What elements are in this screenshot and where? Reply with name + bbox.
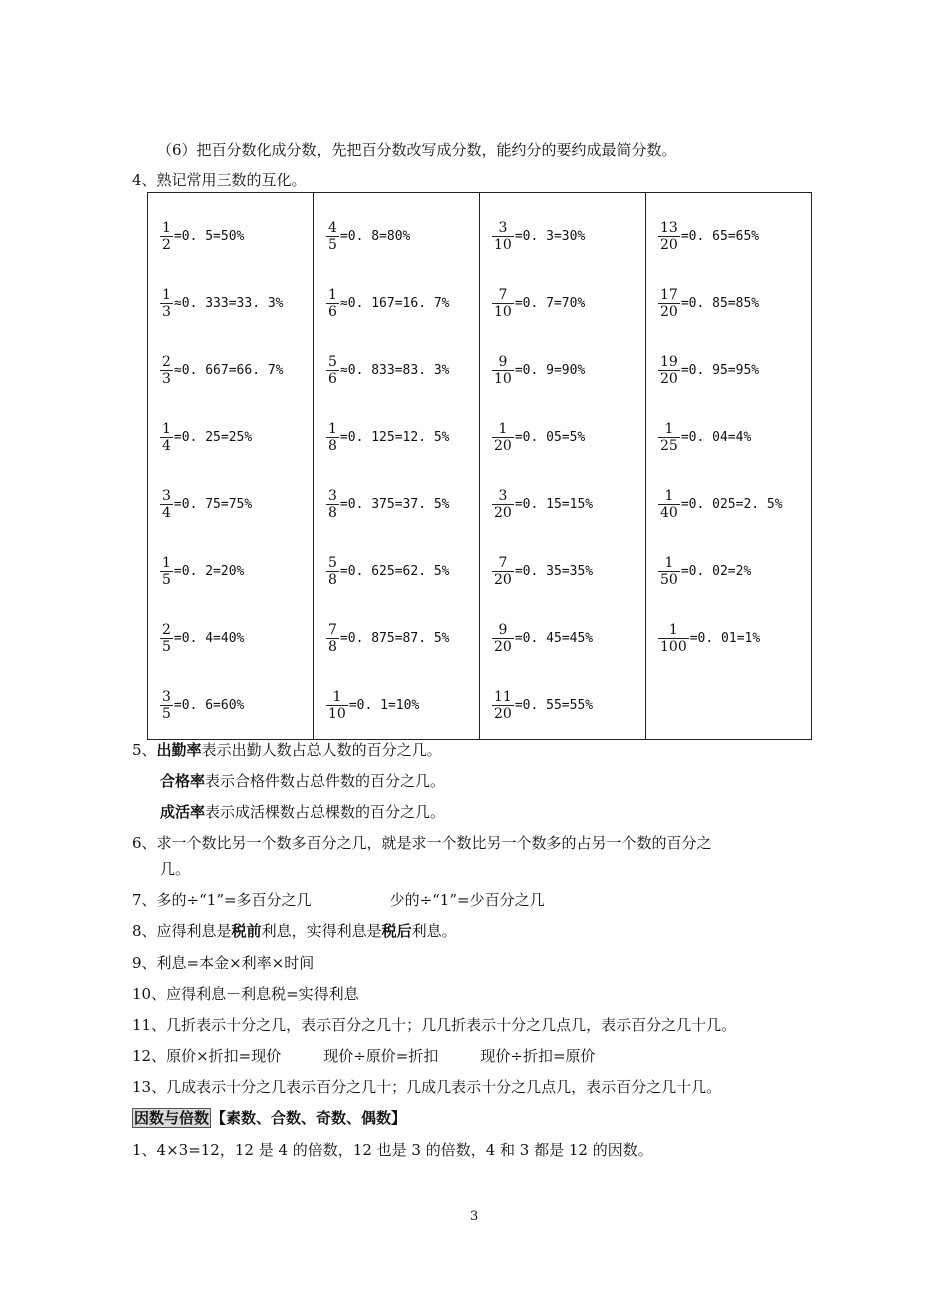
fraction <box>326 622 339 655</box>
fraction <box>326 354 339 387</box>
item-6-line-2: 几。 <box>160 860 191 878</box>
fraction <box>160 488 173 521</box>
fraction-entry <box>160 471 313 538</box>
numerator: 5 <box>328 555 337 571</box>
page-number: 3 <box>470 1209 479 1224</box>
fraction <box>160 354 173 387</box>
fraction <box>492 622 514 655</box>
intro-line-4: 4、熟记常用三数的互化。 <box>132 171 307 189</box>
denominator: 6 <box>328 304 337 320</box>
numerator: 4 <box>328 220 337 236</box>
fraction <box>160 555 173 588</box>
item-13: 13、几成表示十分之几表示百分之几十；几成几表示十分之几点几，表示百分之几十几。 <box>132 1078 722 1096</box>
numerator: 7 <box>328 622 337 638</box>
fraction-entry <box>326 270 479 337</box>
fraction <box>160 689 173 722</box>
denominator: 20 <box>660 237 678 253</box>
denominator: 3 <box>162 371 171 387</box>
numerator: 7 <box>498 555 508 571</box>
denominator: 10 <box>494 371 512 387</box>
numerator: 11 <box>494 689 512 705</box>
numerator: 3 <box>162 488 171 504</box>
fraction-entry <box>658 605 811 672</box>
conversion-value: =0. 95=95% <box>680 363 760 378</box>
fraction <box>160 622 173 655</box>
conversion-value: =0. 04=4% <box>680 430 752 445</box>
fraction <box>658 488 680 521</box>
fraction <box>492 220 514 253</box>
conversion-value: =0. 55=55% <box>514 698 594 713</box>
fraction <box>492 354 514 387</box>
denominator: 20 <box>660 304 678 320</box>
fraction-entry <box>658 270 811 337</box>
numerator: 7 <box>498 287 508 303</box>
numerator: 3 <box>328 488 337 504</box>
fraction <box>326 220 339 253</box>
conversion-value: =0. 2=20% <box>173 564 245 579</box>
conversion-value: =0. 4=40% <box>173 631 245 646</box>
denominator: 8 <box>328 639 337 655</box>
fraction-entry <box>326 672 479 739</box>
item-5c-text: 表示成活棵数占总棵数的百分之几。 <box>205 803 446 821</box>
fraction-entry <box>326 203 479 270</box>
fraction-entry <box>658 203 811 270</box>
fraction-entry <box>492 471 645 538</box>
item-7-right: 少的÷“1”=少百分之几 <box>389 891 545 909</box>
item-10: 10、应得利息－利息税=实得利息 <box>132 985 359 1003</box>
conversion-value: ≈0. 667=66. 7% <box>173 363 284 378</box>
table-column-2 <box>314 193 480 740</box>
intro-line-6: （6）把百分数化成分数，先把百分数改写成分数，能约分的要约成最简分数。 <box>157 141 677 159</box>
numerator: 2 <box>162 622 171 638</box>
conversion-value: =0. 6=60% <box>173 698 245 713</box>
conversion-value: =0. 625=62. 5% <box>339 564 450 579</box>
item-8-bold-aftertax: 税后 <box>381 922 412 940</box>
fraction-entry <box>160 337 313 404</box>
fraction-entry <box>492 404 645 471</box>
denominator: 50 <box>660 572 678 588</box>
denominator: 5 <box>162 706 171 722</box>
item-12 <box>132 1046 596 1066</box>
fraction-entry <box>160 672 313 739</box>
conversion-value: =0. 125=12. 5% <box>339 430 450 445</box>
numerator: 1 <box>162 555 171 571</box>
conversion-value: =0. 875=87. 5% <box>339 631 450 646</box>
item-8-text-a: 8、应得利息是 <box>132 922 232 940</box>
numerator: 17 <box>660 287 678 303</box>
item-8 <box>132 921 457 941</box>
section-subtitle: 【素数、合数、奇数、偶数】 <box>211 1109 407 1127</box>
conversion-value: =0. 8=80% <box>339 229 411 244</box>
denominator: 20 <box>494 438 512 454</box>
fraction <box>658 354 680 387</box>
conversion-value: =0. 15=15% <box>514 497 594 512</box>
numerator: 1 <box>668 622 678 638</box>
denominator: 25 <box>660 438 678 454</box>
table-column-1 <box>148 193 314 740</box>
numerator: 1 <box>328 287 337 303</box>
conversion-value: =0. 375=37. 5% <box>339 497 450 512</box>
item-5b <box>160 771 445 791</box>
conversion-value: =0. 35=35% <box>514 564 594 579</box>
conversion-value: ≈0. 167=16. 7% <box>339 296 450 311</box>
fraction <box>492 689 514 722</box>
item-5b-term: 合格率 <box>160 772 206 790</box>
fraction-entry <box>160 538 313 605</box>
fraction <box>658 555 680 588</box>
fraction-entry <box>160 605 313 672</box>
item-7-left: 7、多的÷“1”=多百分之几 <box>132 891 312 909</box>
denominator: 8 <box>328 505 337 521</box>
fraction-entry <box>326 471 479 538</box>
denominator: 5 <box>162 639 171 655</box>
numerator: 1 <box>664 421 674 437</box>
numerator: 5 <box>328 354 337 370</box>
fraction-entry <box>326 538 479 605</box>
item-6-line-1: 6、求一个数比另一个数多百分之几，就是求一个数比另一个数多的占另一个数的百分之 <box>132 834 712 852</box>
denominator: 8 <box>328 438 337 454</box>
conversion-value: =0. 9=90% <box>514 363 586 378</box>
conversion-value: =0. 5=50% <box>173 229 245 244</box>
denominator: 3 <box>162 304 171 320</box>
item-8-bold-pretax: 税前 <box>231 922 262 940</box>
fraction-entry <box>160 203 313 270</box>
item-8-text-e: 利息。 <box>411 922 457 940</box>
item-5c-term: 成活率 <box>160 803 206 821</box>
fraction-entry <box>492 538 645 605</box>
denominator: 20 <box>660 371 678 387</box>
numerator: 2 <box>162 354 171 370</box>
numerator: 9 <box>498 622 508 638</box>
numerator: 1 <box>162 220 171 236</box>
conversion-value: ≈0. 833=83. 3% <box>339 363 450 378</box>
item-5c <box>160 802 445 822</box>
fraction <box>160 287 173 320</box>
fraction-entry <box>326 337 479 404</box>
numerator: 9 <box>498 354 508 370</box>
denominator: 20 <box>494 505 512 521</box>
fraction-entry <box>326 404 479 471</box>
fraction <box>658 421 680 454</box>
denominator: 20 <box>494 706 512 722</box>
item-9: 9、利息=本金×利率×时间 <box>132 954 315 972</box>
conversion-value: =0. 75=75% <box>173 497 253 512</box>
fraction <box>658 287 680 320</box>
conversion-value: =0. 02=2% <box>680 564 752 579</box>
numerator: 3 <box>498 220 508 236</box>
item-12-a: 12、原价×折扣=现价 <box>132 1047 282 1065</box>
fraction-entry <box>326 605 479 672</box>
conversion-value: =0. 85=85% <box>680 296 760 311</box>
numerator: 1 <box>332 689 342 705</box>
conversion-value: ≈0. 333=33. 3% <box>173 296 284 311</box>
fraction-entry <box>492 337 645 404</box>
denominator: 20 <box>494 572 512 588</box>
conversion-value: =0. 25=25% <box>173 430 253 445</box>
conversion-value: =0. 3=30% <box>514 229 586 244</box>
fraction <box>492 287 514 320</box>
item-5-number: 5、 <box>132 741 157 759</box>
numerator: 1 <box>328 421 337 437</box>
fraction-entry <box>658 471 811 538</box>
item-5-text: 表示出勤人数占总人数的百分之几。 <box>201 741 442 759</box>
numerator: 1 <box>162 421 171 437</box>
fraction <box>326 287 339 320</box>
denominator: 100 <box>660 639 687 655</box>
conversion-value: =0. 05=5% <box>514 430 586 445</box>
conversion-value: =0. 01=1% <box>689 631 761 646</box>
fraction <box>326 689 348 722</box>
denominator: 40 <box>660 505 678 521</box>
conversion-value: =0. 025=2. 5% <box>680 497 783 512</box>
item-12-b: 现价÷原价=折扣 <box>323 1047 439 1065</box>
fraction <box>160 421 173 454</box>
fraction-entry <box>658 538 811 605</box>
numerator: 1 <box>498 421 508 437</box>
numerator: 1 <box>162 287 171 303</box>
table-column-4 <box>646 193 812 740</box>
fraction <box>326 488 339 521</box>
denominator: 5 <box>328 237 337 253</box>
section-heading <box>132 1108 406 1128</box>
fraction-entry <box>160 404 313 471</box>
denominator: 4 <box>162 505 171 521</box>
conversion-value: =0. 7=70% <box>514 296 586 311</box>
item-5-term: 出勤率 <box>156 741 202 759</box>
fraction <box>326 555 339 588</box>
fraction-entry <box>492 270 645 337</box>
item-7 <box>132 890 545 910</box>
fraction <box>658 622 689 655</box>
fraction <box>160 220 173 253</box>
fraction <box>492 421 514 454</box>
denominator: 5 <box>162 572 171 588</box>
item-5b-text: 表示合格件数占总件数的百分之几。 <box>205 772 446 790</box>
denominator: 10 <box>494 237 512 253</box>
denominator: 8 <box>328 572 337 588</box>
fraction-entry <box>492 672 645 739</box>
denominator: 6 <box>328 371 337 387</box>
numerator: 1 <box>664 488 674 504</box>
fraction-entry <box>492 203 645 270</box>
conversion-value: =0. 1=10% <box>348 698 420 713</box>
fraction <box>492 488 514 521</box>
item-8-text-c: 利息，实得利息是 <box>261 922 382 940</box>
denominator: 10 <box>494 304 512 320</box>
item-11: 11、几折表示十分之几，表示百分之几十；几几折表示十分之几点几，表示百分之几十几。 <box>132 1016 737 1034</box>
fraction <box>492 555 514 588</box>
section-title: 因数与倍数 <box>134 1109 210 1127</box>
factor-item-1: 1、4×3=12，12 是 4 的倍数，12 也是 3 的倍数，4 和 3 都是 12 的因数。 <box>132 1141 653 1159</box>
conversion-value: =0. 65=65% <box>680 229 760 244</box>
fraction-entry <box>492 605 645 672</box>
conversion-value: =0. 45=45% <box>514 631 594 646</box>
numerator: 13 <box>660 220 678 236</box>
numerator: 1 <box>664 555 674 571</box>
denominator: 20 <box>494 639 512 655</box>
item-5 <box>132 740 442 760</box>
fraction-entry <box>160 270 313 337</box>
numerator: 3 <box>162 689 171 705</box>
denominator: 10 <box>328 706 346 722</box>
table-column-3 <box>480 193 646 740</box>
fraction-entry <box>658 337 811 404</box>
numerator: 3 <box>498 488 508 504</box>
denominator: 2 <box>162 237 171 253</box>
conversion-table <box>147 192 812 740</box>
denominator: 4 <box>162 438 171 454</box>
item-12-c: 现价÷折扣=原价 <box>480 1047 596 1065</box>
fraction <box>326 421 339 454</box>
fraction-entry <box>658 404 811 471</box>
numerator: 19 <box>660 354 678 370</box>
fraction <box>658 220 680 253</box>
